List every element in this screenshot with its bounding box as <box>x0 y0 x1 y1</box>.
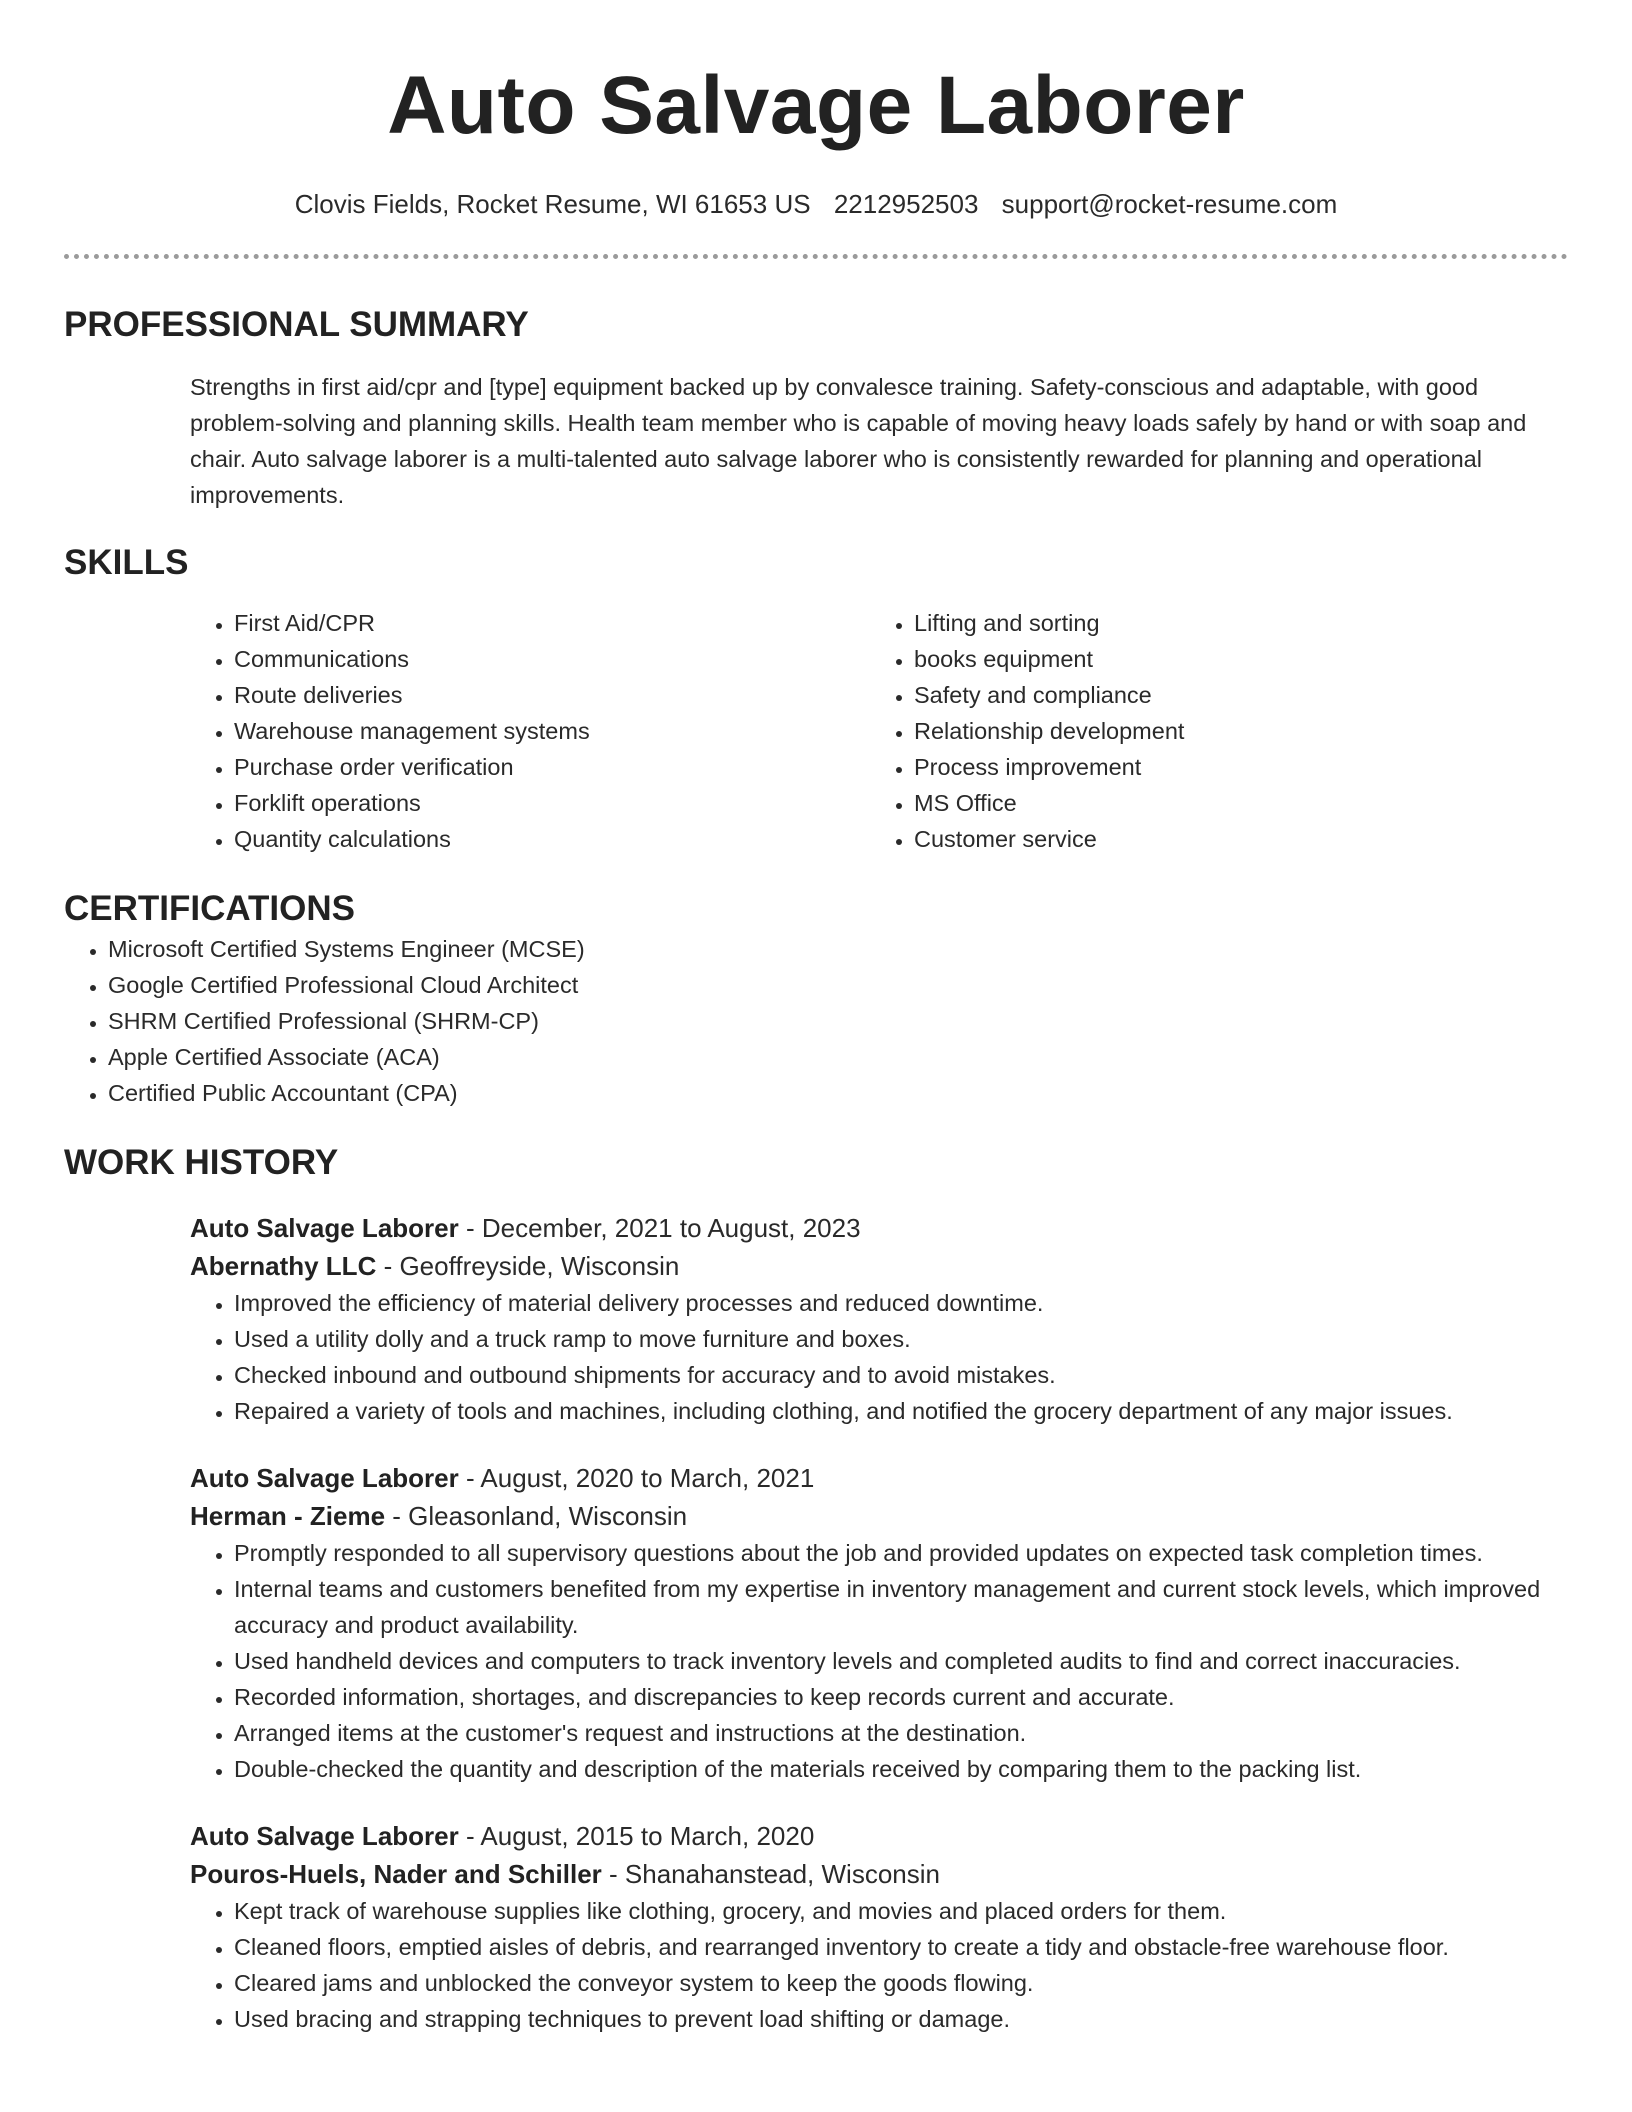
skill-item: • MS Office <box>914 785 1568 821</box>
skill-item: • Purchase order verification <box>234 749 870 785</box>
job-bullet: • Repaired a variety of tools and machines, including clothing, and notified the grocery department of any major issues. <box>234 1393 1568 1429</box>
skills-heading: SKILLS <box>64 543 189 582</box>
job-company: Abernathy LLC <box>190 1251 377 1281</box>
job-bullet: • Checked inbound and outbound shipments for accuracy and to avoid mistakes. <box>234 1357 1568 1393</box>
job-bullet: • Promptly responded to all supervisory questions about the job and provided updates on expected task completion times. <box>234 1535 1568 1571</box>
job-title-line <box>190 1209 1568 1247</box>
contact-line <box>64 188 1568 220</box>
job-title-line <box>190 1817 1568 1855</box>
summary-heading: PROFESSIONAL SUMMARY <box>64 305 529 344</box>
job-entry <box>190 1817 1568 2037</box>
job-bullet: • Cleaned floors, emptied aisles of debris, and rearranged inventory to create a tidy and obstacle-free warehouse floor. <box>234 1929 1568 1965</box>
job-dates: - December, 2021 to August, 2023 <box>458 1213 861 1243</box>
skill-item: • Process improvement <box>914 749 1568 785</box>
skill-item: • Safety and compliance <box>914 677 1568 713</box>
job-entry <box>190 1459 1568 1787</box>
certification-item: • Apple Certified Associate (ACA) <box>108 1039 1568 1075</box>
certification-item: • SHRM Certified Professional (SHRM-CP) <box>108 1003 1568 1039</box>
skill-item: • Forklift operations <box>234 785 870 821</box>
work-history-heading: WORK HISTORY <box>64 1143 339 1182</box>
certifications-list <box>64 931 1568 1111</box>
job-bullet: • Used handheld devices and computers to track inventory levels and completed audits to find and correct inaccuracies. <box>234 1643 1568 1679</box>
job-dates: - August, 2015 to March, 2020 <box>458 1821 815 1851</box>
certifications-heading: CERTIFICATIONS <box>64 889 356 928</box>
job-location: - Gleasonland, Wisconsin <box>385 1501 688 1531</box>
resume-name: Auto Salvage Laborer <box>387 60 1245 151</box>
skill-item: • Customer service <box>914 821 1568 857</box>
certification-item: • Certified Public Accountant (CPA) <box>108 1075 1568 1111</box>
header-divider <box>64 254 1568 259</box>
contact-address: Clovis Fields, Rocket Resume, WI 61653 US <box>294 189 811 219</box>
skill-item: • books equipment <box>914 641 1568 677</box>
job-company: Herman - Zieme <box>190 1501 386 1531</box>
contact-phone: 2212952503 <box>833 189 979 219</box>
job-bullet: • Arranged items at the customer's request and instructions at the destination. <box>234 1715 1568 1751</box>
job-location: - Shanahanstead, Wisconsin <box>601 1859 940 1889</box>
job-entry <box>190 1209 1568 1429</box>
job-bullet: • Cleared jams and unblocked the conveyor system to keep the goods flowing. <box>234 1965 1568 2001</box>
job-company-line <box>190 1497 1568 1535</box>
job-bullet: • Kept track of warehouse supplies like clothing, grocery, and movies and placed orders for them. <box>234 1893 1568 1929</box>
job-bullets <box>190 1893 1568 2037</box>
job-bullets <box>190 1285 1568 1429</box>
skill-item: • Route deliveries <box>234 677 870 713</box>
job-title-line <box>190 1459 1568 1497</box>
skills-list-left <box>190 605 870 857</box>
job-bullet: • Used bracing and strapping techniques to prevent load shifting or damage. <box>234 2001 1568 2037</box>
job-bullets <box>190 1535 1568 1787</box>
job-location: - Geoffreyside, Wisconsin <box>376 1251 680 1281</box>
job-role: Auto Salvage Laborer <box>190 1821 459 1851</box>
job-dates: - August, 2020 to March, 2021 <box>458 1463 815 1493</box>
certification-item: • Microsoft Certified Systems Engineer (MCSE) <box>108 931 1568 967</box>
job-bullet: • Internal teams and customers benefited from my expertise in inventory management and current stock levels, which improved accuracy and product availability. <box>234 1571 1568 1643</box>
job-bullet: • Improved the efficiency of material delivery processes and reduced downtime. <box>234 1285 1568 1321</box>
summary-text: Strengths in first aid/cpr and [type] equipment backed up by convalesce training. Safety-conscious and adaptable, with good problem-solving and planning skills. Health team member who is capable of moving heavy loads safely by hand or with soap and chair. Auto salvage laborer is a multi-talented auto salvage laborer who is consistently rewarded for planning and operational improvements. <box>190 374 1527 508</box>
job-role: Auto Salvage Laborer <box>190 1213 459 1243</box>
contact-email: support@rocket-resume.com <box>1001 189 1338 219</box>
skill-item: • Lifting and sorting <box>914 605 1568 641</box>
job-role: Auto Salvage Laborer <box>190 1463 459 1493</box>
skills-grid <box>190 605 1568 857</box>
skill-item: • Warehouse management systems <box>234 713 870 749</box>
job-company-line <box>190 1855 1568 1893</box>
skill-item: • Relationship development <box>914 713 1568 749</box>
job-bullet: • Used a utility dolly and a truck ramp to move furniture and boxes. <box>234 1321 1568 1357</box>
job-bullet: • Double-checked the quantity and description of the materials received by comparing them to the packing list. <box>234 1751 1568 1787</box>
job-company: Pouros-Huels, Nader and Schiller <box>190 1859 602 1889</box>
certification-item: • Google Certified Professional Cloud Architect <box>108 967 1568 1003</box>
job-bullet: • Recorded information, shortages, and discrepancies to keep records current and accurate. <box>234 1679 1568 1715</box>
skill-item: • Quantity calculations <box>234 821 870 857</box>
skill-item: • Communications <box>234 641 870 677</box>
skills-list-right <box>870 605 1568 857</box>
skill-item: • First Aid/CPR <box>234 605 870 641</box>
job-company-line <box>190 1247 1568 1285</box>
